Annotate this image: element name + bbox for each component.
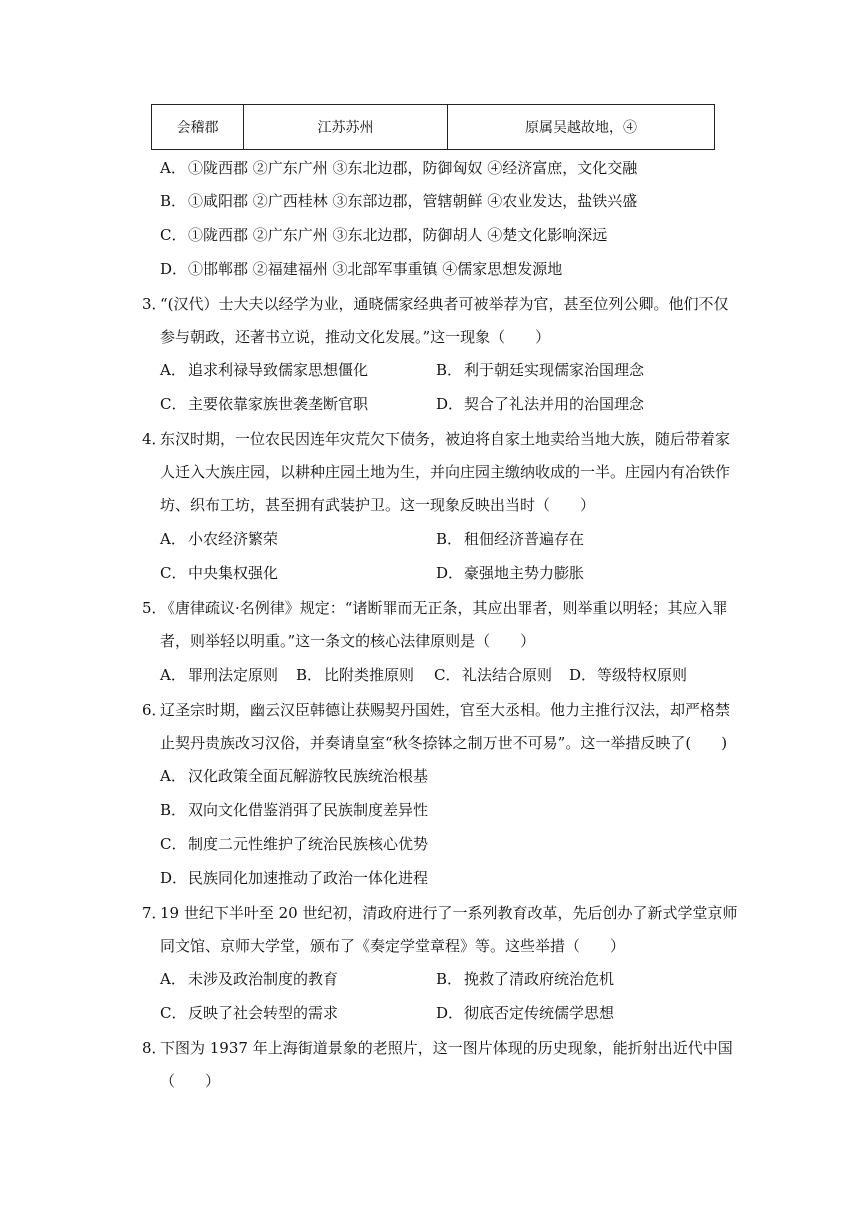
option-text: 双向文化借鉴消弭了民族制度差异性	[188, 801, 429, 819]
question-text: 同文馆、京师大学堂，颁布了《奏定学堂章程》等。这些举措（ ）	[160, 937, 626, 955]
question-text: 下图为 1937 年上海街道景象的老照片，这一图片体现的历史现象，能折射出近代中国	[160, 1039, 733, 1057]
option-letter: B．	[160, 801, 187, 819]
question-number: 4．	[142, 430, 167, 448]
question-text: 人迁入大族庄园，以耕种庄园土地为生，并向庄园主缴纳收成的一半。庄园内有冶铁作	[160, 463, 731, 481]
option-text: 追求利禄导致儒家思想僵化	[188, 361, 369, 379]
q4-option-c	[160, 563, 278, 583]
option-letter: C．	[160, 835, 187, 853]
option-letter: A．	[160, 530, 186, 548]
option-letter: C．	[434, 666, 461, 684]
q5-option-d	[569, 665, 687, 685]
table-cell-location: 江苏苏州	[244, 105, 448, 150]
option-text: 租佃经济普遍存在	[464, 530, 585, 548]
option-text: ①咸阳郡 ②广西桂林 ③东部边郡，管辖朝鲜 ④农业发达，盐铁兴盛	[188, 192, 638, 210]
q5-option-b	[296, 665, 414, 685]
option-text: ①邯郸郡 ②福建福州 ③北部军事重镇 ④儒家思想发源地	[188, 260, 563, 278]
q6-option-a	[160, 766, 428, 786]
question-text: 坊、织布工坊，甚至拥有武装护卫。这一现象反映出当时（ ）	[160, 496, 596, 514]
question-number: 3．	[142, 295, 167, 313]
option-text: 民族同化加速推动了政治一体化进程	[188, 869, 429, 887]
question-number: 8．	[142, 1039, 167, 1057]
option-text: 主要依靠家族世袭垄断官职	[188, 395, 369, 413]
option-letter: D．	[160, 869, 188, 887]
question-text: “(汉代）士大夫以经学为业，通晓儒家经典者可被举荐为官，甚至位列公卿。他们不仅	[160, 295, 729, 313]
q7-option-d	[436, 1003, 614, 1023]
option-letter: C．	[160, 564, 187, 582]
option-text: 挽救了清政府统治危机	[464, 970, 615, 988]
q3-option-a	[160, 360, 368, 380]
q2-option-c	[160, 225, 607, 245]
option-letter: B．	[436, 361, 463, 379]
option-text: 利于朝廷实现儒家治国理念	[464, 361, 645, 379]
option-letter: B．	[160, 192, 187, 210]
commandery-table	[151, 104, 715, 150]
question-text: 东汉时期，一位农民因连年灾荒欠下债务，被迫将自家土地卖给当地大族，随后带着家	[160, 430, 731, 448]
question-text: 止契丹贵族改习汉俗，并奏请皇室“秋冬捺钵之制万世不可易”。这一举措反映了( )	[160, 734, 728, 752]
option-text: 反映了社会转型的需求	[188, 1004, 339, 1022]
option-text: 小农经济繁荣	[188, 530, 279, 548]
option-letter: A．	[160, 767, 186, 785]
option-text: 契合了礼法并用的治国理念	[464, 395, 645, 413]
option-text: ①陇西郡 ②广东广州 ③东北边郡，防御胡人 ④楚文化影响深远	[188, 226, 608, 244]
q6-option-c	[160, 834, 428, 854]
option-letter: A．	[160, 361, 186, 379]
option-letter: C．	[160, 395, 187, 413]
question-text: 辽圣宗时期，幽云汉臣韩德让获赐契丹国姓，官至大丞相。他力主推行汉法，却严格禁	[160, 701, 731, 719]
option-letter: B．	[436, 970, 463, 988]
table-cell-note: 原属吴越故地，④	[448, 105, 715, 150]
table-cell-commandery: 会稽郡	[152, 105, 244, 150]
question-number: 6．	[142, 701, 167, 719]
q4-option-d	[436, 563, 584, 583]
option-letter: C．	[160, 1004, 187, 1022]
q3-option-c	[160, 394, 368, 414]
q2-option-d	[160, 259, 562, 279]
option-text: 未涉及政治制度的教育	[188, 970, 339, 988]
question-text: 参与朝政，还著书立说，推动文化发展。”这一现象（ ）	[160, 328, 551, 346]
question-text: 《唐律疏议·名例律》规定：“诸断罪而无正条，其应出罪者，则举重以明轻；其应入罪	[160, 599, 728, 617]
option-text: 中央集权强化	[188, 564, 279, 582]
option-letter: A．	[160, 666, 186, 684]
option-letter: D．	[436, 1004, 464, 1022]
option-letter: D．	[436, 395, 464, 413]
table-row	[152, 105, 715, 150]
option-letter: B．	[296, 666, 323, 684]
option-letter: B．	[436, 530, 463, 548]
option-text: 比附类推原则	[324, 666, 415, 684]
question-text: 者，则举轻以明重。”这一条文的核心法律原则是（ ）	[160, 632, 536, 650]
option-letter: D．	[569, 666, 597, 684]
option-text: 罪刑法定原则	[188, 666, 279, 684]
option-letter: D．	[436, 564, 464, 582]
q4-option-b	[436, 529, 584, 549]
option-text: 制度二元性维护了统治民族核心优势	[188, 835, 429, 853]
option-text: 礼法结合原则	[462, 666, 553, 684]
option-letter: D．	[160, 260, 188, 278]
question-number: 7．	[142, 904, 167, 922]
q2-option-b	[160, 191, 637, 211]
q7-option-b	[436, 969, 614, 989]
option-text: 汉化政策全面瓦解游牧民族统治根基	[188, 767, 429, 785]
question-text: 19 世纪下半叶至 20 世纪初，清政府进行了一系列教育改革，先后创办了新式学堂京师	[160, 904, 738, 922]
q2-option-a	[160, 158, 637, 178]
option-text: 等级特权原则	[597, 666, 688, 684]
q6-option-b	[160, 800, 428, 820]
q5-option-c	[434, 665, 552, 685]
q7-option-a	[160, 969, 338, 989]
option-letter: A．	[160, 159, 186, 177]
option-letter: C．	[160, 226, 187, 244]
question-text: （ ）	[160, 1072, 221, 1090]
q3-option-d	[436, 394, 644, 414]
option-letter: A．	[160, 970, 186, 988]
q4-option-a	[160, 529, 278, 549]
q7-option-c	[160, 1003, 338, 1023]
q6-option-d	[160, 868, 428, 888]
question-number: 5．	[142, 599, 167, 617]
option-text: ①陇西郡 ②广东广州 ③东北边郡，防御匈奴 ④经济富庶，文化交融	[188, 159, 638, 177]
option-text: 豪强地主势力膨胀	[464, 564, 585, 582]
q3-option-b	[436, 360, 644, 380]
q5-option-a	[160, 665, 278, 685]
option-text: 彻底否定传统儒学思想	[464, 1004, 615, 1022]
